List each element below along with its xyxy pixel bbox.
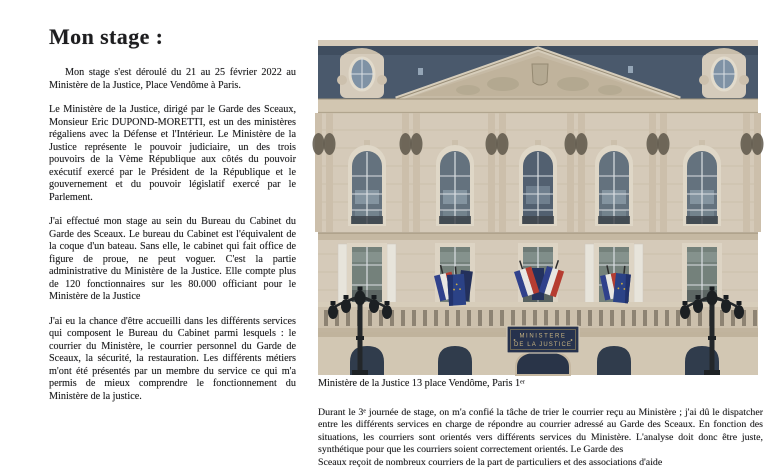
bottom-paragraph-block [318, 407, 763, 468]
photo-figure [318, 40, 758, 389]
paragraph-bureau-cabinet: J'ai effectué mon stage au sein du Bureau du Cabinet du Garde des Sceaux. Le bureau du Cabinet est l'équivalent de la coque d'un bateau. Sans elle, le cabinet qui fait office de figure de proue, ne peut voguer. C'est la partie administrative du Ministère de la Justice. Elle compte plus de 120 fonctionnaires sur les 80.000 officiant pour le Ministère de la Justice [49, 216, 296, 302]
paragraph-courrier: Durant le 3ᵉ journée de stage, on m'a confié la tâche de trier le courrier reçu au Ministère ; j'ai dû le dispatcher entre les différents services en charge de répondre au courrier adressé au Garde des Sceaux. En fonction des situations, les courriers sont orientés vers différents services du Ministère. L'analyse doit donc être juste, synthétique pour que les courriers soient correctement orientés. Le Garde des [318, 407, 763, 456]
ministry-sign [507, 326, 579, 353]
paragraph-ministere: Le Ministère de la Justice, dirigé par le Garde des Sceaux, Monsieur Eric DUPOND-MORETTI, est un des ministères régaliens avec la Défense et l'Intérieur. Le Ministère de la Justice représente le pouvoir judiciaire, un des trois pouvoirs de la Vème République aux côtés du pouvoir exécutif exercé par le Président de la République et le gouvernement et du pouvoir législatif exercé par le Parlement. [49, 104, 296, 203]
page-title: Mon stage : [49, 24, 164, 49]
sign-line-2: DE LA JUSTICE [514, 342, 572, 348]
partial-clipped-line: Sceaux reçoit de nombreux courriers de la part de particuliers et des associations d'aide [318, 456, 663, 468]
paragraph-intro: Mon stage s'est déroulé du 21 au 25 février 2022 au Ministère de la Justice, Place Vendôme à Paris. [49, 67, 296, 91]
dormer-right [699, 48, 749, 98]
building-illustration [318, 40, 758, 375]
left-column [49, 16, 296, 415]
dormer-left [337, 48, 387, 98]
sign-line-1: MINISTERE [519, 333, 567, 340]
paragraph-services: J'ai eu la chance d'être accueilli dans les différents services qui composent le Bureau du Cabinet parmi lesquels : le courrier du Ministère, le courrier personnel du Garde de Sceaux, la sécurité, la restauration. Les différents métiers m'ont été présentés par un membre du service ce qui m'a permis de mieux comprendre le fonctionnement du Ministère de la justice. [49, 315, 296, 402]
ministry-building-photo [318, 40, 758, 375]
photo-caption: Ministère de la Justice 13 place Vendôme, Paris 1ᵉʳ [318, 378, 525, 389]
entablature [318, 99, 758, 113]
string-course [318, 233, 758, 240]
